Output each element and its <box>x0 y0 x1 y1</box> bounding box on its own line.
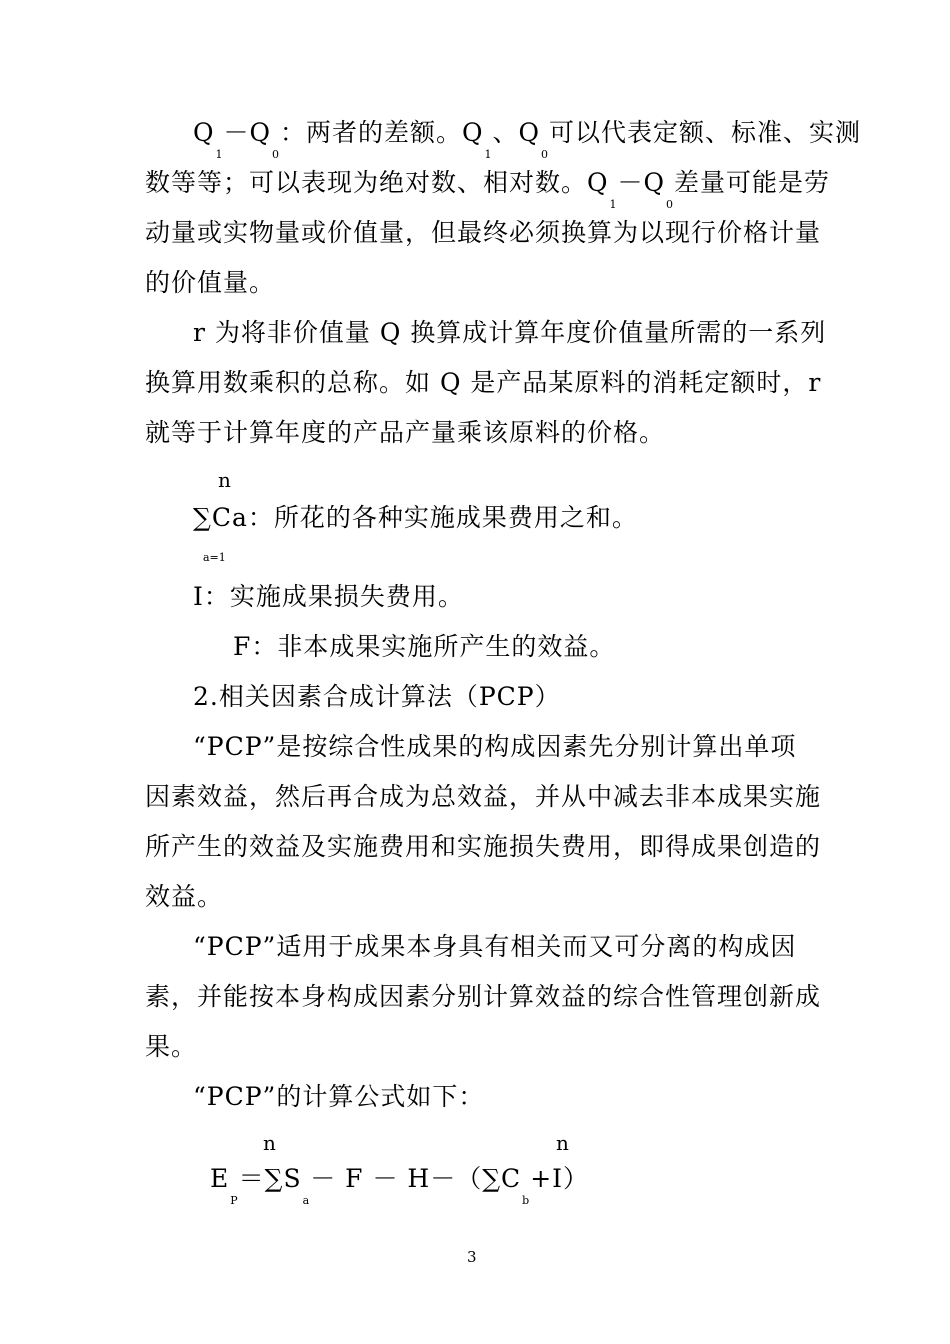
formula-limit-1: n <box>263 1131 276 1155</box>
formula-intro: “PCP”的计算公式如下： <box>193 1082 485 1111</box>
para1-line1: $Q_1-Q_0$：两者的差额。$Q_1$、$Q_0$可以代表定额、标准、实测 <box>193 118 862 161</box>
sum-upper-limit: n <box>218 468 231 492</box>
formula-limit-2: n <box>556 1131 569 1155</box>
formula-expression: $E_P=\sum S_a- F - H-(\sum C_b+I)$ <box>210 1164 590 1207</box>
para2-line2: 换算用数乘积的总称。如 Q 是产品某原料的消耗定额时，r <box>145 368 822 397</box>
para4-line1: “PCP”适用于成果本身具有相关而又可分离的构成因 <box>193 932 797 961</box>
para4-line2: 素，并能按本身构成因素分别计算效益的综合性管理创新成 <box>145 982 822 1011</box>
para1-line2: 数等等；可以表现为绝对数、相对数。$Q_1-Q_0$差量可能是劳 <box>145 168 831 211</box>
definition-i: I：实施成果损失费用。 <box>193 582 464 611</box>
para1-line4: 的价值量。 <box>145 268 276 297</box>
para3-line2: 因素效益，然后再合成为总效益，并从中减去非本成果实施 <box>145 782 822 811</box>
sum-lower-limit: a=1 <box>203 551 226 564</box>
para3-line3: 所产生的效益及实施费用和实施损失费用，即得成果创造的 <box>145 832 822 861</box>
section-heading: 2.相关因素合成计算法（PCP） <box>193 682 561 711</box>
page-number: 3 <box>467 1248 477 1266</box>
definition-f: F：非本成果实施所产生的效益。 <box>233 632 616 661</box>
para1-line3: 动量或实物量或价值量，但最终必须换算为以现行价格计量 <box>145 218 822 247</box>
sum-definition: ∑Ca：所花的各种实施成果费用之和。 <box>193 503 638 532</box>
para2-line1: r 为将非价值量 Q 换算成计算年度价值量所需的一系列 <box>193 318 827 347</box>
para3-line4: 效益。 <box>145 882 224 911</box>
para3-line1: “PCP”是按综合性成果的构成因素先分别计算出单项 <box>193 732 797 761</box>
para4-line3: 果。 <box>145 1032 198 1061</box>
para2-line3: 就等于计算年度的产品产量乘该原料的价格。 <box>145 418 666 447</box>
